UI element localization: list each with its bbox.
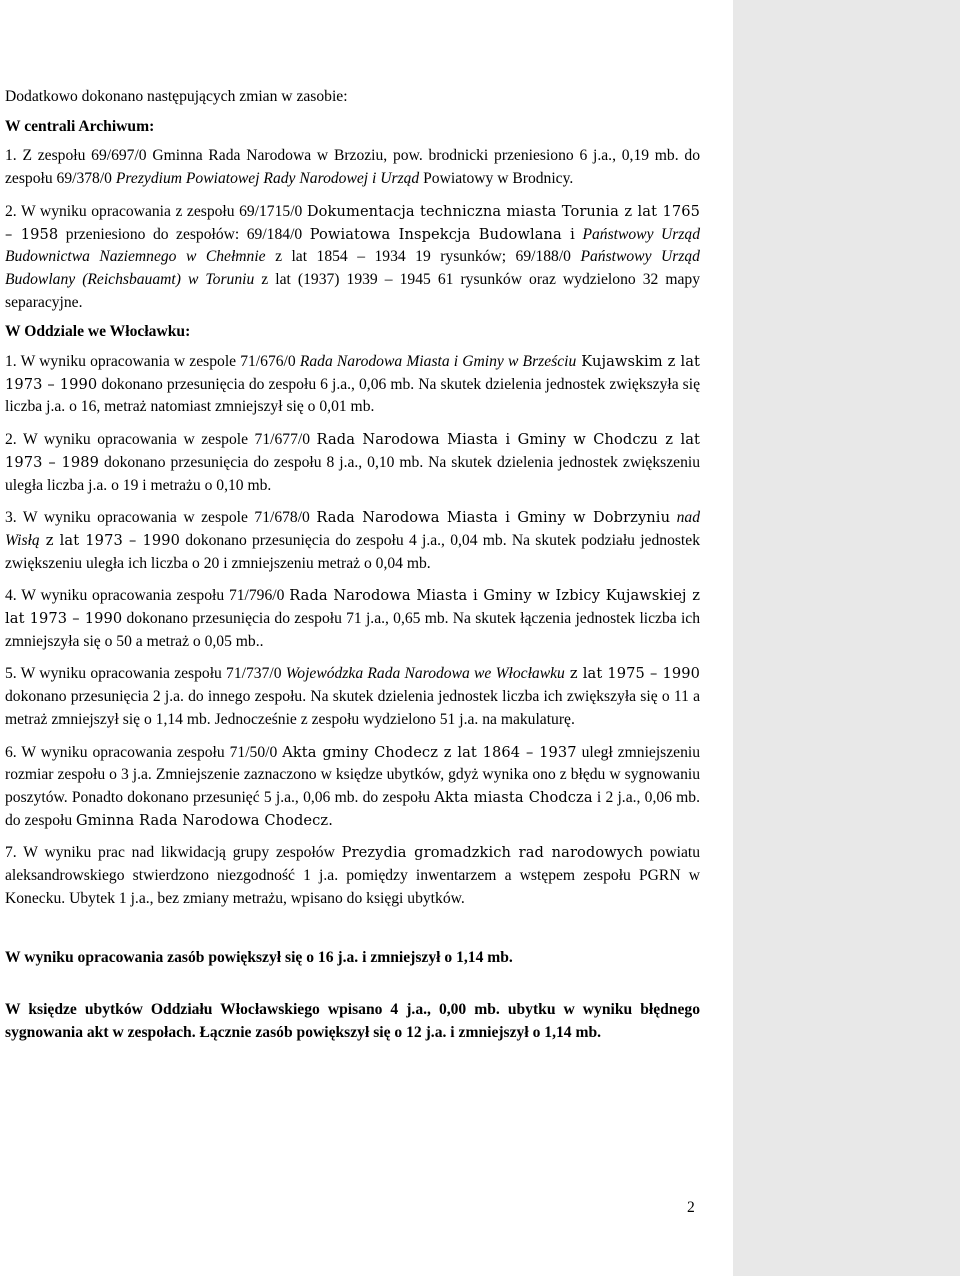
summary-paragraph-1: W wyniku opracowania zasób powiększył się o 16 j.a. i zmniejszył o 1,14 mb. <box>5 948 513 966</box>
central-heading: W centrali Archiwum: <box>5 117 155 135</box>
comment-margin-panel <box>733 0 960 1276</box>
central-item-1: 1. Z zespołu 69/697/0 Gminna Rada Narodowa w Brzoziu, pow. brodnicki przeniesiono 6 j.a., 0,19 mb. do zespołu 69/378/0 Prezydium Powiatowej Rady Narodowej i Urząd Powiatowy w Brodnicy. <box>5 147 700 188</box>
branch-item-3: 3. W wyniku opracowania w zespole 71/678/0 Rada Narodowa Miasta i Gminy w Dobrzyniu nad Wisłą z lat 1973 – 1990 dokonano przesunięcia do zespołu 4 j.a., 0,04 mb. Na skutek podziału jednostek zwiększeniu uległa ich liczba o 20 i zmniejszeniu metraż o 0,04 mb. <box>5 509 700 572</box>
document-body <box>5 86 700 1045</box>
central-item-2: 2. W wyniku opracowania z zespołu 69/1715/0 Dokumentacja techniczna miasta Torunia z lat 1765 – 1958 przeniesiono do zespołów: 69/184/0 Powiatowa Inspekcja Budowlana i Państwowy Urząd Budownictwa Naziemnego w Chełmnie z lat 1854 – 1934 19 rysunków; 69/188/0 Państwowy Urząd Budowlany (Reichsbauamt) w Toruniu z lat (1937) 1939 – 1945 61 rysunków oraz wydzielono 32 mapy separacyjne. <box>5 202 700 311</box>
branch-heading: W Oddziale we Włocławku: <box>5 323 191 341</box>
branch-item-5: 5. W wyniku opracowania zespołu 71/737/0 Wojewódzka Rada Narodowa we Włocławku z lat 1975 – 1990 dokonano przesunięcia 2 j.a. do innego zespołu. Na skutek dzielenia jednostek liczba ich zwiększyła się o 11 a metraż zmniejszył się o 1,14 mb. Jednocześnie z zespołu wydzielono 51 j.a. na makulaturę. <box>5 665 700 728</box>
branch-item-1: 1. W wyniku opracowania w zespole 71/676/0 Rada Narodowa Miasta i Gminy w Brześciu Kujawskim z lat 1973 – 1990 dokonano przesunięcia do zespołu 6 j.a., 0,06 mb. Na skutek dzielenia jednostek zwiększyła się liczba j.a. o 16, metraż natomiast zmniejszył się o 0,01 mb. <box>5 353 700 416</box>
intro-paragraph: Dodatkowo dokonano następujących zmian w zasobie: <box>5 88 348 105</box>
summary-paragraph-2: W księdze ubytków Oddziału Włocławskiego wpisano 4 j.a., 0,00 mb. ubytku w wyniku błędnego sygnowania akt w zespołach. Łącznie zasób powiększył się o 12 j.a. i zmniejszył o 1,14 mb. <box>5 1001 700 1041</box>
branch-item-4: 4. W wyniku opracowania zespołu 71/796/0 Rada Narodowa Miasta i Gminy w Izbicy Kujawskiej z lat 1973 – 1990 dokonano przesunięcia do zespołu 71 j.a., 0,65 mb. Na skutek łączenia jednostek liczba ich zmniejszyła się o 50 a metraż o 0,05 mb.. <box>5 587 700 650</box>
branch-item-6: 6. W wyniku opracowania zespołu 71/50/0 Akta gminy Chodecz z lat 1864 – 1937 uległ zmniejszeniu rozmiar zespołu o 3 j.a. Zmniejszenie zaznaczono w księdze ubytków, gdyż wynika ono z błędu w sygnowaniu poszytów. Ponadto dokonano przesunięć 5 j.a., 0,06 mb. do zespołu Akta miasta Chodcza i 2 j.a., 0,06 mb. do zespołu Gminna Rada Narodowa Chodecz. <box>5 743 701 829</box>
branch-item-7: 7. W wyniku prac nad likwidacją grupy zespołów Prezydia gromadzkich rad narodowych powiatu aleksandrowskiego stwierdzono niezgodność 1 j.a. pomiędzy inwentarzem a wstępem zespołu PGRN w Konecku. Ubytek 1 j.a., bez zmiany metrażu, wpisano do księgi ubytków. <box>5 844 700 907</box>
page-number: 2 <box>687 1199 695 1216</box>
branch-item-2: 2. W wyniku opracowania w zespole 71/677/0 Rada Narodowa Miasta i Gminy w Chodczu z lat 1973 – 1989 dokonano przesunięcia do zespołu 8 j.a., 0,10 mb. Na skutek dzielenia jednostek zwiększeniu uległa liczba j.a. o 19 i metrażu o 0,10 mb. <box>5 431 700 494</box>
